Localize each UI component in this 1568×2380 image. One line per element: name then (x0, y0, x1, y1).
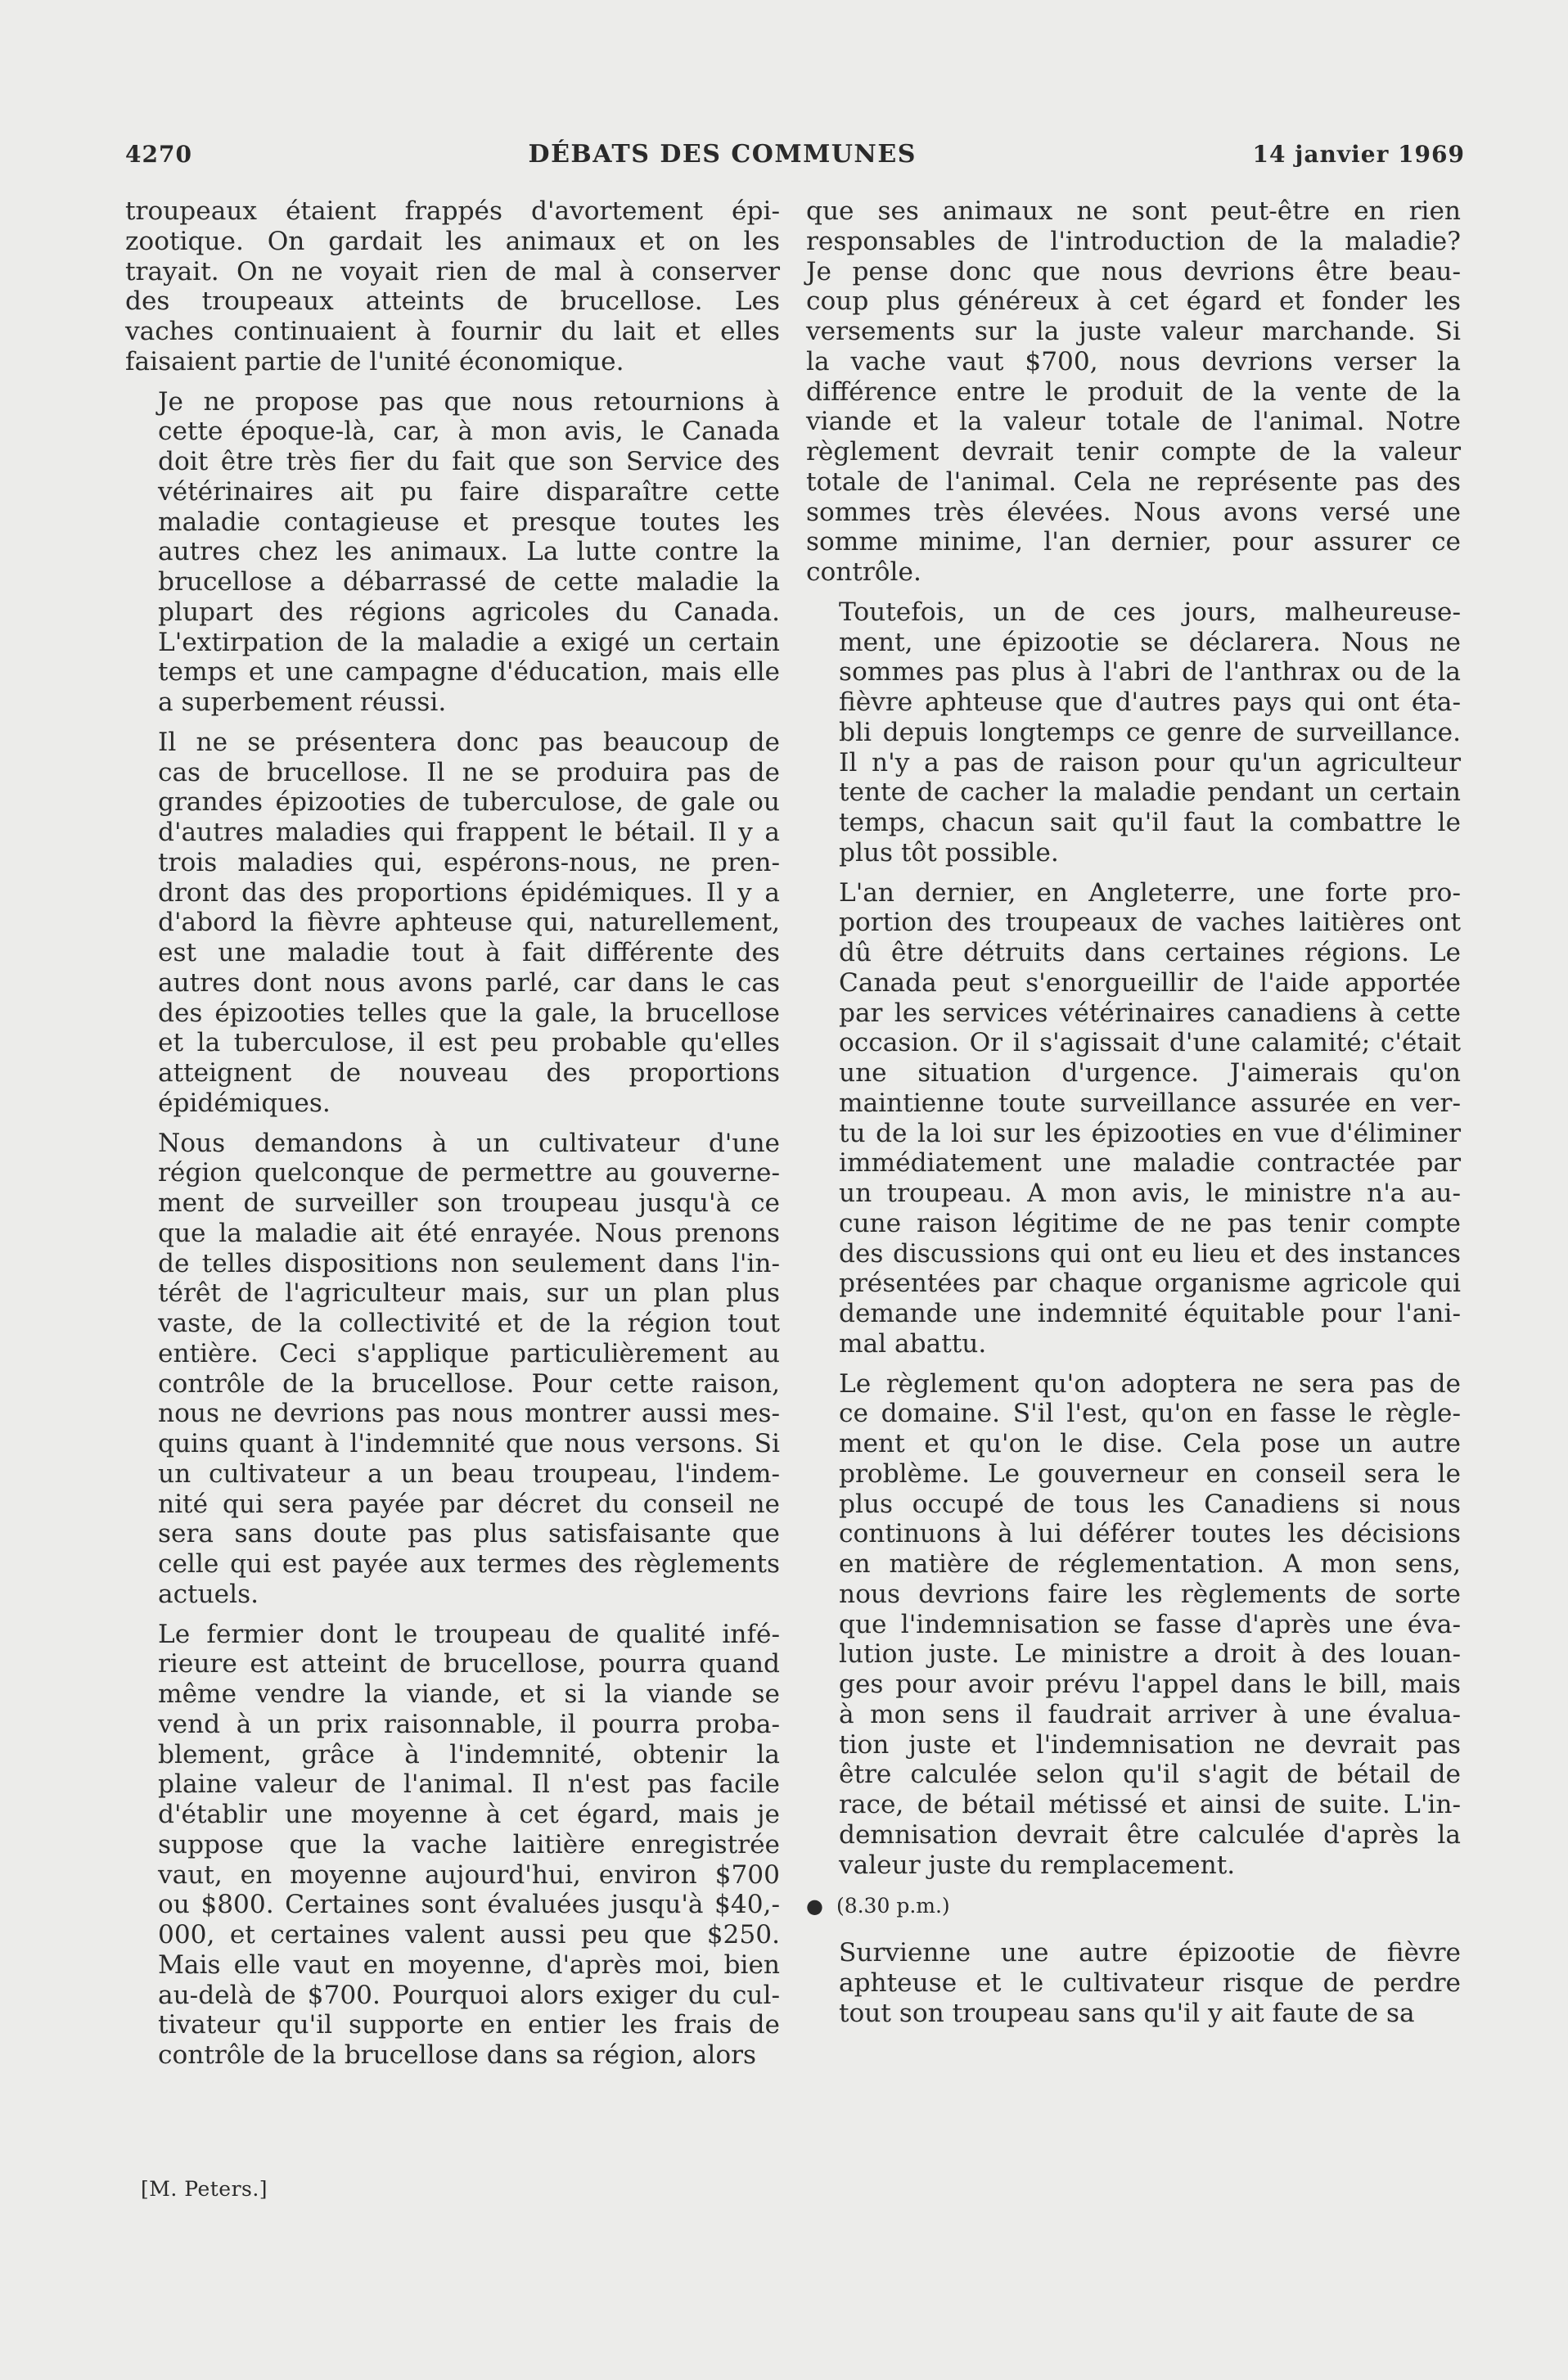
text-line: est une maladie tout à fait différente des (158, 938, 780, 967)
text-line: race, de bétail métissé et ainsi de suite. L'in- (839, 1790, 1461, 1819)
text-line: immédiatement une maladie contractée par (839, 1148, 1461, 1179)
paragraph (806, 597, 1461, 868)
text-line: Je pense donc que nous devrions être beau- (806, 256, 1461, 286)
text-line: atteignent de nouveau des proportions (158, 1058, 780, 1088)
text-line: des troupeaux atteints de brucellose. Les (125, 286, 780, 317)
left-column (125, 196, 780, 2080)
text-line: sommes très élevées. Nous avons versé une (806, 497, 1461, 527)
text-line: même vendre la viande, et si la viande se (158, 1679, 780, 1709)
text-line: région quelconque de permettre au gouverne- (158, 1158, 780, 1188)
paragraph (125, 728, 780, 1119)
text-line: d'autres maladies qui frappent le bétail. Il y a (158, 818, 780, 847)
page-date: 14 janvier 1969 (1252, 140, 1465, 168)
text-line: Il ne se présentera donc pas beaucoup de (158, 727, 780, 757)
text-line: tion juste et l'indemnisation ne devrait pas (839, 1729, 1461, 1760)
text-line: maintienne toute surveillance assurée en ver- (839, 1088, 1461, 1118)
text-line: que la maladie ait été enrayée. Nous prenons (158, 1218, 780, 1248)
paragraph (806, 1369, 1461, 1881)
text-line: Le fermier dont le troupeau de qualité infé- (158, 1619, 780, 1649)
text-line: vaut, en moyenne aujourd'hui, environ $700 (158, 1859, 780, 1890)
text-line: autres dont nous avons parlé, car dans le cas (158, 967, 780, 998)
text-line: un cultivateur a un beau troupeau, l'indem- (158, 1458, 780, 1489)
text-line: que ses animaux ne sont peut-être en rien (806, 196, 1461, 226)
text-line: vend à un prix raisonnable, il pourra proba- (158, 1709, 780, 1739)
text-line: à mon sens il faudrait arriver à une évalua- (839, 1699, 1461, 1729)
text-line: cas de brucellose. Il ne se produira pas de (158, 757, 780, 787)
paragraph (125, 1620, 780, 2071)
text-line: vétérinaires ait pu faire disparaître cette (158, 476, 780, 507)
text-line: rieure est atteint de brucellose, pourra quand (158, 1649, 780, 1679)
paragraph (125, 196, 780, 377)
bullet-icon: ● (806, 1895, 823, 1918)
text-line: plaine valeur de l'animal. Il n'est pas facile (158, 1769, 780, 1800)
text-line: trois maladies qui, espérons-nous, ne pren- (158, 847, 780, 877)
text-line: être calculée selon qu'il s'agit de bétail de (839, 1760, 1461, 1790)
text-line: ce domaine. S'il l'est, qu'on en fasse le règle- (839, 1399, 1461, 1429)
paragraph (125, 1129, 780, 1610)
time-marker (806, 1891, 1461, 1922)
text-line: Canada peut s'enorgueillir de l'aide apportée (839, 967, 1461, 998)
text-line: faisaient partie de l'unité économique. (125, 346, 624, 376)
text-line: quins quant à l'indemnité que nous versons. Si (158, 1429, 780, 1458)
text-line: la vache vaut $700, nous devrions verser la (806, 346, 1461, 376)
text-line: valeur juste du remplacement. (839, 1850, 1236, 1880)
text-line: Il n'y a pas de raison pour qu'un agriculteur (839, 747, 1461, 778)
page-number: 4270 (125, 140, 192, 168)
text-line: des discussions qui ont eu lieu et des instances (839, 1238, 1461, 1269)
text-line: blement, grâce à l'indemnité, obtenir la (158, 1739, 780, 1769)
page-title: DÉBATS DES COMMUNES (528, 139, 917, 169)
text-line: un troupeau. A mon avis, le ministre n'a au- (839, 1179, 1461, 1208)
text-line: trayait. On ne voyait rien de mal à conserver (125, 256, 780, 286)
text-line: d'établir une moyenne à cet égard, mais je (158, 1800, 780, 1829)
text-line: a superbement réussi. (158, 687, 447, 717)
text-line: celle qui est payée aux termes des règlements (158, 1549, 780, 1579)
text-line: viande et la valeur totale de l'animal. Notre (806, 407, 1461, 437)
text-line: tente de cacher la maladie pendant un certain (839, 778, 1461, 808)
text-line: temps, chacun sait qu'il faut la combattre le (839, 808, 1461, 837)
text-line: ment de surveiller son troupeau jusqu'à ce (158, 1188, 780, 1218)
text-line: une situation d'urgence. J'aimerais qu'on (839, 1058, 1461, 1088)
text-line: zootique. On gardait les animaux et on les (125, 226, 780, 256)
text-line: plupart des régions agricoles du Canada. (158, 597, 780, 627)
text-line: actuels. (158, 1579, 259, 1609)
text-line: et la tuberculose, il est peu probable qu'elles (158, 1028, 780, 1058)
text-line: contrôle de la brucellose. Pour cette raison, (158, 1368, 780, 1399)
text-line: des épizooties telles que la gale, la brucellose (158, 998, 780, 1028)
text-line: entière. Ceci s'applique particulièrement au (158, 1338, 780, 1368)
text-line: règlement devrait tenir compte de la valeur (806, 437, 1461, 467)
text-line: grandes épizooties de tuberculose, de gale ou (158, 787, 780, 818)
text-line: lution juste. Le ministre a droit à des louan- (839, 1639, 1461, 1670)
text-line: troupeaux étaient frappés d'avortement épi- (125, 196, 780, 226)
text-line: mal abattu. (839, 1328, 987, 1359)
paragraph (806, 196, 1461, 588)
text-line: présentées par chaque organisme agricole qui (839, 1269, 1461, 1299)
text-line: 000, et certaines valent aussi peu que $250. (158, 1920, 780, 1950)
text-line: tivateur qu'il supporte en entier les frais de (158, 2010, 780, 2040)
text-line: ment et qu'on le dise. Cela pose un autre (839, 1429, 1461, 1458)
text-line: demande une indemnité équitable pour l'ani- (839, 1299, 1461, 1328)
text-line: continuons à lui déférer toutes les décisions (839, 1519, 1461, 1549)
text-line: plus occupé de tous les Canadiens si nous (839, 1489, 1461, 1519)
text-line: occasion. Or il s'agissait d'une calamité; c'était (839, 1028, 1461, 1058)
text-line: temps et une campagne d'éducation, mais elle (158, 657, 780, 687)
text-line: dû être détruits dans certaines régions. Le (839, 938, 1461, 967)
text-line: contrôle de la brucellose dans sa région, alors (158, 2040, 757, 2070)
text-line: sera sans doute pas plus satisfaisante que (158, 1519, 780, 1549)
text-line: plus tôt possible. (839, 837, 1059, 868)
text-line: Toutefois, un de ces jours, malheureuse- (839, 597, 1461, 627)
text-line: contrôle. (806, 557, 921, 587)
text-line: en matière de réglementation. A mon sens, (839, 1549, 1461, 1579)
text-line: térêt de l'agriculteur mais, sur un plan plus (158, 1278, 780, 1309)
text-line: sommes pas plus à l'abri de l'anthrax ou de la (839, 657, 1461, 687)
page-header (125, 136, 1465, 172)
text-line: brucellose a débarrassé de cette maladie la (158, 567, 780, 597)
text-line: vaches continuaient à fournir du lait et elles (125, 317, 780, 346)
text-line: L'an dernier, en Angleterre, une forte pro- (839, 877, 1461, 908)
text-line: autres chez les animaux. La lutte contre la (158, 537, 780, 567)
text-line: cune raison légitime de ne pas tenir compte (839, 1208, 1461, 1238)
text-line: totale de l'animal. Cela ne représente pas des (806, 467, 1461, 497)
text-line: fièvre aphteuse que d'autres pays qui ont éta- (839, 687, 1461, 717)
text-line: tout son troupeau sans qu'il y ait faute de sa (839, 1998, 1415, 2028)
text-line: cette époque-là, car, à mon avis, le Canada (158, 417, 780, 447)
text-line: nous ne devrions pas nous montrer aussi mes- (158, 1399, 780, 1429)
paragraph (806, 878, 1461, 1359)
text-line: coup plus généreux à cet égard et fonder les (806, 286, 1461, 317)
text-line: par les services vétérinaires canadiens à cette (839, 998, 1461, 1028)
time-marker-text: (8.30 p.m.) (836, 1894, 950, 1918)
text-line: responsables de l'introduction de la maladie? (806, 226, 1461, 256)
text-line: Survienne une autre épizootie de fièvre (839, 1938, 1461, 1968)
text-line: versements sur la juste valeur marchande. Si (806, 317, 1461, 346)
text-line: ges pour avoir prévu l'appel dans le bill, mais (839, 1670, 1461, 1699)
text-line: Je ne propose pas que nous retournions à (158, 386, 780, 417)
text-line: d'abord la fièvre aphteuse qui, naturellement, (158, 908, 780, 938)
right-column (806, 196, 1461, 2038)
text-line: Le règlement qu'on adoptera ne sera pas de (839, 1368, 1461, 1399)
paragraph (125, 387, 780, 718)
text-line: maladie contagieuse et presque toutes les (158, 507, 780, 537)
text-line: doit être très fier du fait que son Service des (158, 447, 780, 476)
text-line: ment, une épizootie se déclarera. Nous ne (839, 627, 1461, 657)
text-line: bli depuis longtemps ce genre de surveillance. (839, 717, 1461, 747)
text-line: épidémiques. (158, 1088, 331, 1118)
text-line: Mais elle vaut en moyenne, d'après moi, bien (158, 1950, 780, 1980)
text-line: L'extirpation de la maladie a exigé un certain (158, 627, 780, 657)
text-line: différence entre le produit de la vente de la (806, 376, 1461, 407)
text-line: nous devrions faire les règlements de sorte (839, 1579, 1461, 1609)
text-line: portion des troupeaux de vaches laitières ont (839, 908, 1461, 938)
text-line: dront das des proportions épidémiques. Il y a (158, 877, 780, 908)
text-line: demnisation devrait être calculée d'après la (839, 1819, 1461, 1850)
text-line: aphteuse et le cultivateur risque de perdre (839, 1968, 1461, 1998)
text-line: ou $800. Certaines sont évaluées jusqu'à $40,- (158, 1890, 780, 1920)
speaker-attribution: [M. Peters.] (141, 2177, 268, 2201)
text-line: somme minime, l'an dernier, pour assurer ce (806, 527, 1461, 557)
text-line: que l'indemnisation se fasse d'après une éva- (839, 1609, 1461, 1639)
text-line: vaste, de la collectivité et de la région tout (158, 1309, 780, 1338)
text-line: nité qui sera payée par décret du conseil ne (158, 1489, 780, 1519)
text-line: tu de la loi sur les épizooties en vue d'éliminer (839, 1118, 1461, 1148)
text-line: Nous demandons à un cultivateur d'une (158, 1128, 780, 1158)
text-line: suppose que la vache laitière enregistrée (158, 1829, 780, 1859)
text-line: problème. Le gouverneur en conseil sera le (839, 1458, 1461, 1489)
text-line: de telles dispositions non seulement dans l'in- (158, 1248, 780, 1278)
paragraph (806, 1938, 1461, 2028)
text-line: au-delà de $700. Pourquoi alors exiger du cul- (158, 1980, 780, 2010)
